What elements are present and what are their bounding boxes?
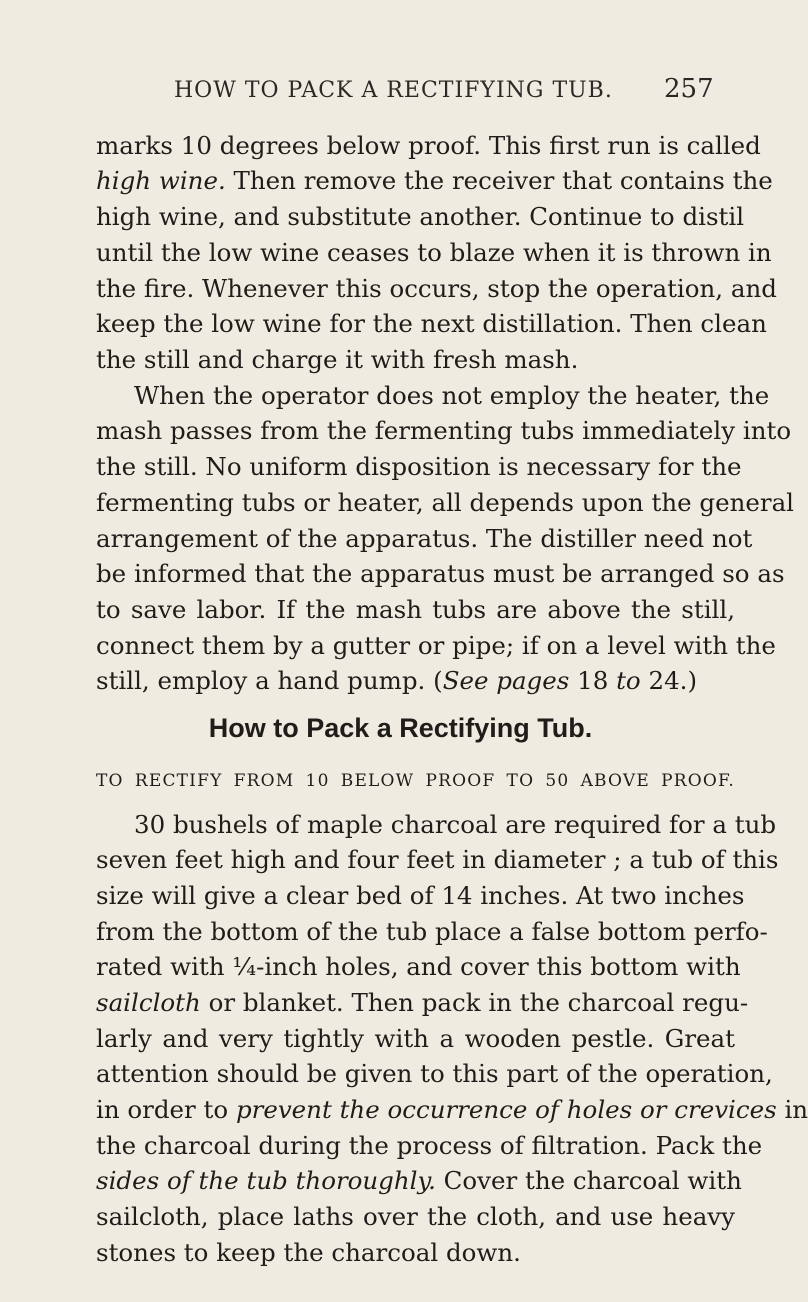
- page-number: 257: [664, 74, 714, 104]
- italic-term: high wine.: [96, 166, 226, 195]
- text-line: be informed that the apparatus must be arranged so as: [96, 559, 785, 588]
- text-line: rated with ¼-inch holes, and cover this bottom with: [96, 952, 741, 981]
- text-line: until the low wine ceases to blaze when it is thrown in: [96, 238, 772, 267]
- text-line: mash passes from the fermenting tubs immediately into: [96, 416, 792, 445]
- text-line: keep the low wine for the next distillation. Then clean: [96, 309, 767, 338]
- text-line: still, employ a hand pump. (See pages 18 to 24.): [96, 666, 697, 695]
- text-line: arrangement of the apparatus. The distiller need not: [96, 524, 753, 553]
- text-line: attention should be given to this part of the operation,: [96, 1059, 773, 1088]
- text-line: to save labor. If the mash tubs are above the still,: [96, 595, 735, 624]
- text-line: high wine. Then remove the receiver that contains the: [96, 166, 773, 195]
- text-line: fermenting tubs or heater, all depends upon the general: [96, 488, 795, 517]
- section-heading: How to Pack a Rectifying Tub.: [208, 713, 593, 743]
- text-line: sailcloth, place laths over the cloth, and use heavy: [96, 1202, 735, 1231]
- text-line: the charcoal during the process of filtration. Pack the: [96, 1131, 763, 1160]
- text-line: size will give a clear bed of 14 inches. At two inches: [96, 881, 745, 910]
- text-line: connect them by a gutter or pipe; if on a level with the: [96, 631, 776, 660]
- text-line: 30 bushels of maple charcoal are required for a tub: [134, 810, 777, 839]
- text-line: high wine, and substitute another. Continue to distil: [96, 202, 745, 231]
- text-line: sides of the tub thoroughly. Cover the charcoal with: [96, 1166, 742, 1195]
- text-line: seven feet high and four feet in diameter ; a tub of this: [96, 845, 779, 874]
- text-line: larly and very tightly with a wooden pestle. Great: [96, 1024, 735, 1053]
- text-line: the fire. Whenever this occurs, stop the operation, and: [96, 274, 777, 303]
- text-line: the still. No uniform disposition is necessary for the: [96, 452, 742, 481]
- text-line: sailcloth or blanket. Then pack in the charcoal regu-: [96, 988, 749, 1017]
- text-line: from the bottom of the tub place a false bottom perfo-: [96, 917, 768, 946]
- text-line: marks 10 degrees below proof. This first run is called: [96, 131, 761, 160]
- section-subheading: TO RECTIFY FROM 10 BELOW PROOF TO 50 ABOVE PROOF.: [96, 771, 735, 791]
- text-line: When the operator does not employ the heater, the: [134, 381, 770, 410]
- text-line: stones to keep the charcoal down.: [96, 1238, 521, 1267]
- text-line: the still and charge it with fresh mash.: [96, 345, 579, 374]
- text-line: in order to prevent the occurrence of holes or crevices in: [96, 1095, 808, 1124]
- running-head: HOW TO PACK A RECTIFYING TUB.: [174, 78, 613, 103]
